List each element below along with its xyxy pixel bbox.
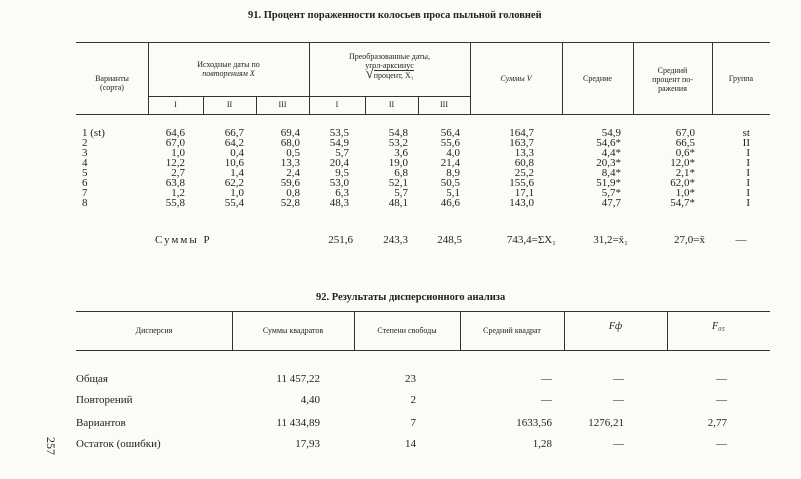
h-ms: Средний квадрат <box>483 326 541 335</box>
t1-cell-t0: 5,7 <box>335 147 349 159</box>
t1-cell-t1: 53,2 <box>388 137 408 149</box>
t2-cell-f05: — <box>716 394 727 406</box>
t1-cell-x1: 64,2 <box>224 137 244 149</box>
t1-cell-x0: 55,8 <box>165 197 185 209</box>
t1-cell-p: 67,0 <box>675 127 695 139</box>
t1-cell-t1: 54,8 <box>388 127 408 139</box>
sum-total: 743,4=ΣX₁ <box>506 234 556 246</box>
h-variant: Варианты (сорта) <box>95 74 129 92</box>
t1-cell-t1: 52,1 <box>388 177 408 189</box>
t1-orig-subrule <box>148 96 309 97</box>
t1-cell-g: I <box>746 147 750 159</box>
t1-cell-m: 47,7 <box>601 197 621 209</box>
t1-cell-s: 155,6 <box>509 177 534 189</box>
t1-cell-x2: 2,4 <box>286 167 300 179</box>
t2-cell-f05: — <box>716 438 727 450</box>
t1-cell-t0: 53,0 <box>329 177 349 189</box>
t1-cell-m: 5,7* <box>601 187 621 199</box>
h-trep-3: III <box>440 100 448 109</box>
h-ss: Суммы квадратов <box>262 326 324 335</box>
sums-label: Суммы P <box>155 234 212 246</box>
t2-cell-ff: — <box>613 373 624 385</box>
t1-cell-x1: 55,4 <box>224 197 244 209</box>
t1-cell-s: 17,1 <box>514 187 534 199</box>
t2-cell-name: Вариантов <box>76 417 126 429</box>
t1-cell-t1: 48,1 <box>388 197 408 209</box>
t2-cell-ss: 4,40 <box>300 394 320 406</box>
t1-cell-s: 143,0 <box>509 197 534 209</box>
t1-cell-s: 60,8 <box>514 157 534 169</box>
t1-cell-t2: 4,0 <box>446 147 460 159</box>
t1-cell-x2: 13,3 <box>280 157 300 169</box>
t1-cell-x1: 62,2 <box>224 177 244 189</box>
h-mean-pct: Средний процент по- ражения <box>652 66 693 93</box>
t1-cell-s: 25,2 <box>514 167 534 179</box>
t1-cell-t2: 50,5 <box>440 177 460 189</box>
t1-cell-x0: 1,0 <box>171 147 185 159</box>
table-92-caption: 92. Результаты дисперсионного анализа <box>316 292 506 303</box>
t2-cell-df: 14 <box>405 438 416 450</box>
t1-cell-g: II <box>742 137 750 149</box>
t1-cell-p: 0,6* <box>675 147 695 159</box>
t2-top-rule <box>76 311 770 312</box>
t1-cell-m: 54,6* <box>596 137 621 149</box>
t1-cell-t2: 8,9 <box>446 167 460 179</box>
t2-cell-ss: 11 434,89 <box>276 417 320 429</box>
t1-cell-p: 66,5 <box>675 137 695 149</box>
t2-cell-ms: 1,28 <box>532 438 552 450</box>
t1-cell-t0: 6,3 <box>335 187 349 199</box>
t2-cell-f05: — <box>716 373 727 385</box>
t1-header-rule <box>76 114 770 115</box>
t1-cell-t1: 3,6 <box>394 147 408 159</box>
t1-cell-t0: 53,5 <box>329 127 349 139</box>
sum-mean: 31,2=x̄₁ <box>593 234 628 246</box>
t1-cell-x0: 2,7 <box>171 167 185 179</box>
table-91-caption: 91. Процент пораженности колосьев проса пыльной головней <box>248 10 542 21</box>
t1-cell-m: 8,4* <box>601 167 621 179</box>
h-rep-1: I <box>174 100 177 109</box>
h-trans: Преобразованные даты, угол-арксинус √процент, X₁ <box>348 52 431 82</box>
t2-cell-ms: — <box>541 373 552 385</box>
t1-cell-p: 12,0* <box>670 157 695 169</box>
h-ff: Fф <box>608 321 623 332</box>
t1-cell-x1: 66,7 <box>224 127 244 139</box>
t2-cell-df: 7 <box>410 417 416 429</box>
sum-t-1: 251,6 <box>328 234 353 246</box>
t1-trans-subrule <box>309 96 470 97</box>
h-group: Группа <box>728 74 754 83</box>
t1-cell-g: st <box>742 127 750 139</box>
t1-cell-m: 51,9* <box>596 177 621 189</box>
t1-cell-t1: 6,8 <box>394 167 408 179</box>
t1-cell-g: I <box>746 167 750 179</box>
t1-cell-t2: 5,1 <box>446 187 460 199</box>
t1-cell-x0: 12,2 <box>165 157 185 169</box>
t1-cell-p: 2,1* <box>675 167 695 179</box>
t1-cell-x0: 63,8 <box>165 177 185 189</box>
t2-cell-name: Общая <box>76 373 108 385</box>
t1-cell-x2: 59,6 <box>280 177 300 189</box>
t2-cell-ff: 1276,21 <box>588 417 624 429</box>
h-df: Степени свободы <box>377 326 437 335</box>
t1-cell-x1: 1,4 <box>230 167 244 179</box>
t1-cell-x1: 0,4 <box>230 147 244 159</box>
t2-cell-ms: — <box>541 394 552 406</box>
t1-cell-p: 62,0* <box>670 177 695 189</box>
h-f05: F₀₅ <box>711 321 726 332</box>
h-rep-3: III <box>278 100 287 109</box>
t1-cell-t2: 56,4 <box>440 127 460 139</box>
t1-cell-x2: 69,4 <box>280 127 300 139</box>
t1-cell-g: I <box>746 187 750 199</box>
h-trep-1: I <box>335 100 339 109</box>
t1-cell-s: 164,7 <box>509 127 534 139</box>
t1-cell-t0: 20,4 <box>329 157 349 169</box>
t1-cell-x1: 1,0 <box>230 187 244 199</box>
t1-cell-t1: 5,7 <box>394 187 408 199</box>
sum-mean-pct: 27,0=x̄ <box>674 234 705 246</box>
h-means: Средние <box>583 74 612 83</box>
t2-cell-ss: 17,93 <box>295 438 320 450</box>
t1-cell-x2: 0,5 <box>286 147 300 159</box>
t1-cell-p: 54,7* <box>670 197 695 209</box>
sum-group: — <box>735 234 747 246</box>
t1-cell-v: 4 <box>82 157 88 169</box>
t1-cell-s: 163,7 <box>509 137 534 149</box>
t2-header-rule <box>76 350 770 351</box>
t1-cell-x2: 68,0 <box>280 137 300 149</box>
t1-cell-x2: 0,8 <box>286 187 300 199</box>
t2-cell-f05: 2,77 <box>707 417 727 429</box>
h-disp: Дисперсия <box>135 326 173 335</box>
t2-cell-ff: — <box>613 438 624 450</box>
t1-cell-t2: 46,6 <box>440 197 460 209</box>
t1-cell-m: 20,3* <box>596 157 621 169</box>
t1-cell-x2: 52,8 <box>280 197 300 209</box>
t1-cell-g: I <box>746 157 750 169</box>
t2-cell-name: Остаток (ошибки) <box>76 438 161 450</box>
t1-cell-v: 1 (st) <box>82 127 105 139</box>
t1-cell-v: 5 <box>82 167 88 179</box>
t2-cell-df: 23 <box>405 373 416 385</box>
h-rep-2: II <box>226 100 233 109</box>
t1-cell-v: 2 <box>82 137 88 149</box>
t1-cell-t1: 19,0 <box>388 157 408 169</box>
t2-cell-ss: 11 457,22 <box>276 373 320 385</box>
sqrt-sign: √ <box>365 66 374 82</box>
t2-cell-df: 2 <box>410 394 416 406</box>
t1-cell-v: 8 <box>82 197 88 209</box>
t1-cell-x0: 1,2 <box>171 187 185 199</box>
t1-cell-x0: 64,6 <box>165 127 185 139</box>
h-trep-2: II <box>388 100 395 109</box>
t1-cell-t0: 9,5 <box>335 167 349 179</box>
t1-cell-s: 13,3 <box>514 147 534 159</box>
t1-cell-t2: 21,4 <box>440 157 460 169</box>
t1-cell-m: 54,9 <box>601 127 621 139</box>
t1-top-rule <box>76 42 770 43</box>
t1-cell-m: 4,4* <box>601 147 621 159</box>
h-sums: Суммы V <box>500 74 532 83</box>
t1-cell-v: 3 <box>82 147 88 159</box>
t1-cell-v: 7 <box>82 187 88 199</box>
sum-t-3: 248,5 <box>437 234 462 246</box>
t1-cell-g: I <box>746 177 750 189</box>
t1-cell-p: 1,0* <box>675 187 695 199</box>
t1-cell-x0: 67,0 <box>165 137 185 149</box>
t2-cell-ms: 1633,56 <box>516 417 552 429</box>
t1-cell-x1: 10,6 <box>224 157 244 169</box>
sum-t-2: 243,3 <box>383 234 408 246</box>
t1-cell-v: 6 <box>82 177 88 189</box>
t1-cell-t2: 55,6 <box>440 137 460 149</box>
t1-cell-g: I <box>746 197 750 209</box>
t2-cell-name: Повторений <box>76 394 133 406</box>
h-orig: Исходные даты по повторениям X <box>197 60 260 78</box>
t1-cell-t0: 54,9 <box>329 137 349 149</box>
t1-cell-t0: 48,3 <box>329 197 349 209</box>
page-number: 257 <box>44 437 58 455</box>
t2-cell-ff: — <box>613 394 624 406</box>
